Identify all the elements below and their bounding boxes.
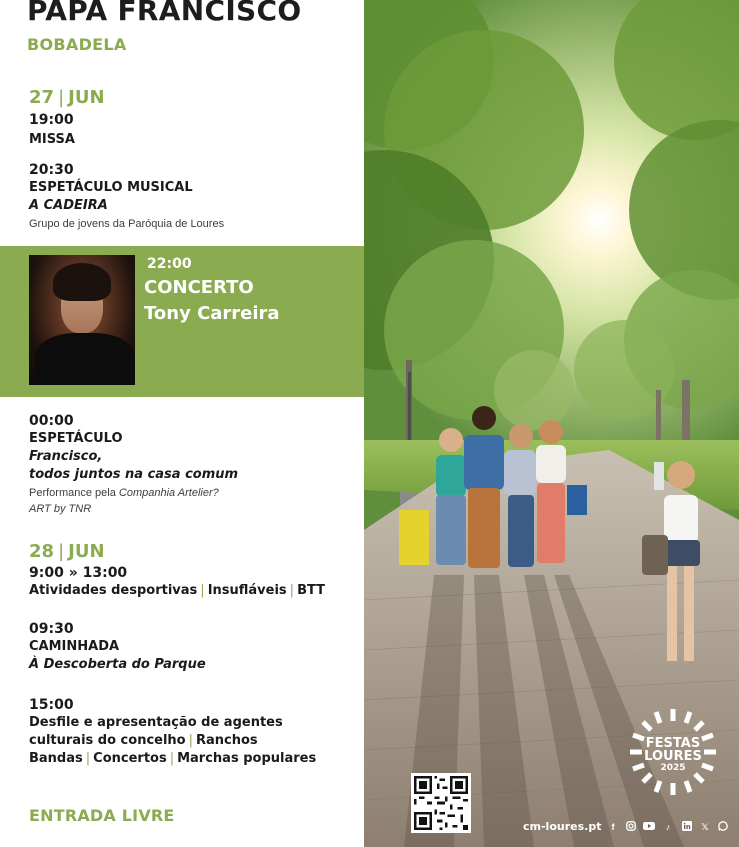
date-day: 28 — [29, 541, 55, 562]
event-description: Grupo de jovens da Paróquia de Loures — [29, 218, 225, 230]
event-line3-item: Concertos — [93, 751, 167, 766]
free-entry-label: ENTRADA LIVRE — [29, 806, 175, 825]
event-name: ESPETÁCULO MUSICAL — [29, 180, 193, 195]
event-time: 09:30 — [29, 621, 74, 637]
logo-line1: FESTAS — [645, 736, 701, 751]
event-line2: culturais do concelho | Ranchos — [29, 733, 258, 748]
date-month: JUN — [68, 541, 105, 562]
instagram-icon[interactable] — [625, 821, 637, 833]
activity-item: BTT — [297, 583, 326, 598]
event-line3: Bandas | Concertos | Marchas populares — [29, 751, 317, 766]
description-prefix: Performance pela — [29, 487, 119, 499]
date-separator: | — [58, 541, 65, 562]
date-heading-day2 — [29, 541, 105, 562]
event-time: 00:00 — [29, 413, 74, 429]
event-time: 19:00 — [29, 112, 74, 128]
event-name: Atividades desportivas | Insufláveis | BTT — [29, 583, 326, 598]
event-name: CAMINHADA — [29, 639, 120, 654]
date-month: JUN — [68, 87, 105, 108]
event-title-line2: todos juntos na casa comum — [29, 467, 239, 482]
event-espetaculo-francisco — [29, 412, 359, 517]
event-description-line2: ART by TNR — [29, 503, 92, 515]
facebook-icon[interactable]: f — [611, 822, 615, 832]
event-line3-item: Bandas — [29, 751, 83, 766]
event-desfile — [29, 696, 359, 768]
event-title-line1: Francisco, — [29, 449, 103, 464]
concert-time: 22:00 — [147, 256, 192, 272]
location-subtitle: BOBADELA — [27, 35, 127, 54]
qr-code[interactable] — [411, 773, 471, 833]
event-description — [29, 485, 359, 501]
event-line3-item: Marchas populares — [177, 751, 317, 766]
tiktok-icon[interactable]: ♪ — [665, 822, 671, 832]
date-day: 27 — [29, 87, 55, 108]
activity-item: Atividades desportivas — [29, 583, 198, 598]
activity-item: Insufláveis — [207, 583, 287, 598]
whatsapp-icon[interactable] — [717, 821, 729, 833]
event-name: ESPETÁCULO — [29, 431, 123, 446]
youtube-icon[interactable] — [643, 821, 655, 833]
concert-artist: Tony Carreira — [144, 303, 280, 324]
logo-line2: LOURES — [644, 749, 702, 764]
website-link[interactable]: cm-loures.pt — [523, 820, 602, 833]
artist-photo — [29, 255, 135, 385]
event-name: MISSA — [29, 132, 75, 147]
linkedin-icon[interactable] — [681, 821, 693, 833]
program-column — [0, 0, 364, 847]
date-heading-day1 — [29, 87, 105, 108]
event-title: A CADEIRA — [29, 198, 108, 213]
festas-loures-logo — [628, 707, 718, 797]
event-title: À Descoberta do Parque — [29, 657, 206, 672]
event-line1: Desfile e apresentação de agentes — [29, 715, 283, 730]
logo-year: 2025 — [660, 763, 686, 773]
description-company: Companhia Artelier? — [118, 487, 219, 499]
event-time: 20:30 — [29, 162, 74, 178]
event-time: 15:00 — [29, 697, 74, 713]
event-time: 9:00 » 13:00 — [29, 565, 128, 581]
event-line2-b: Ranchos — [196, 733, 258, 748]
event-missa — [29, 111, 359, 149]
event-caminhada — [29, 620, 359, 674]
concert-label: CONCERTO — [144, 277, 254, 298]
event-atividades — [29, 564, 359, 600]
date-separator: | — [58, 87, 65, 108]
x-icon[interactable]: 𝕏 — [701, 822, 709, 832]
event-line2-a: culturais do concelho — [29, 733, 186, 748]
page-title: PAPA FRANCISCO — [27, 0, 302, 27]
concert-highlight — [0, 246, 364, 397]
event-espetaculo-musical — [29, 161, 359, 232]
